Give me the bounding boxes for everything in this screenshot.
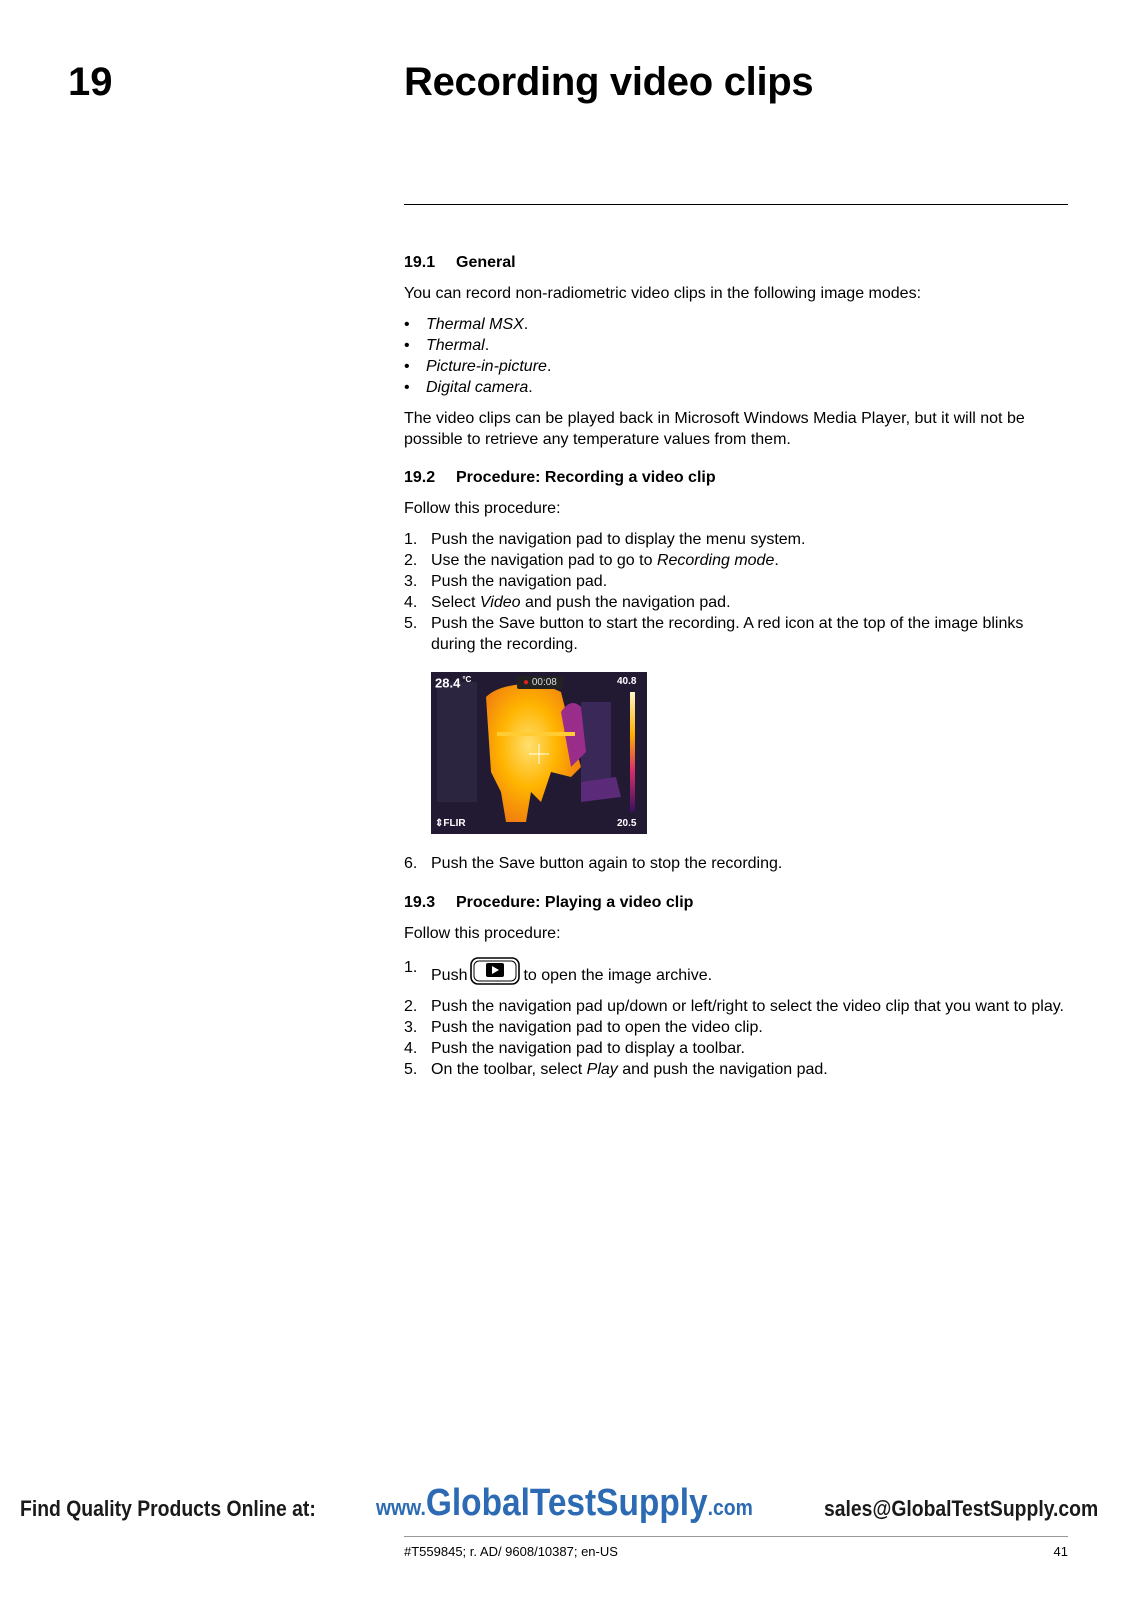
section-title: General	[456, 254, 516, 271]
playing-intro: Follow this procedure:	[404, 925, 561, 942]
list-item: • Picture-in-picture.	[404, 356, 551, 377]
list-item: 4. Push the navigation pad to display a toolbar.	[404, 1040, 745, 1057]
page-number: 41	[1053, 1544, 1068, 1559]
section-heading-general	[404, 253, 516, 273]
recording-steps	[404, 529, 1068, 655]
section-title: Procedure: Playing a video clip	[456, 894, 694, 911]
temperature-scale	[630, 692, 635, 812]
playing-steps	[404, 957, 1068, 1080]
title-divider	[404, 204, 1068, 205]
chapter-title: Recording video clips	[404, 60, 814, 104]
list-item: 5. On the toolbar, select Play and push the navigation pad.	[404, 1061, 828, 1078]
list-item: 1. Push the navigation pad to display the menu system.	[404, 531, 806, 548]
general-intro: You can record non-radiometric video clips in the following image modes:	[404, 285, 922, 302]
image-mode-list	[404, 314, 551, 398]
section-number: 19.2	[404, 469, 436, 486]
list-item: 1. Push to open the image archive.	[404, 959, 713, 984]
recording-intro: Follow this procedure:	[404, 500, 561, 517]
list-item: 2. Push the navigation pad up/down or left/right to select the video clip that you want to play.	[404, 998, 1064, 1015]
flir-logo: ⇕FLIR	[435, 818, 466, 829]
section-heading-playing	[404, 893, 693, 913]
list-item: 3. Push the navigation pad.	[404, 573, 608, 590]
section-title: Procedure: Recording a video clip	[456, 469, 716, 486]
recording-indicator: ● 00:08	[517, 676, 563, 689]
list-item: 5. Push the Save button to start the recording. A red icon at the top of the image blinks during the recording.	[404, 615, 1024, 653]
footer-website-link[interactable]: www.GlobalTestSupply.com	[376, 1482, 753, 1524]
section-heading-recording	[404, 468, 716, 488]
scale-min: 20.5	[617, 818, 637, 829]
footer-divider	[404, 1536, 1068, 1537]
footer-tagline: Find Quality Products Online at:	[20, 1496, 316, 1521]
list-item: 2. Use the navigation pad to go to Recording mode.	[404, 552, 779, 569]
thermal-image	[431, 672, 647, 834]
section-number: 19.3	[404, 894, 436, 911]
list-item: 6. Push the Save button again to stop the recording.	[404, 855, 783, 872]
list-item: 4. Select Video and push the navigation pad.	[404, 594, 731, 611]
recording-steps-cont	[404, 853, 1068, 874]
list-item: 3. Push the navigation pad to open the video clip.	[404, 1019, 763, 1036]
playback-note: The video clips can be played back in Microsoft Windows Media Player, but it will not be possible to retrieve any temperature values from them.	[404, 410, 1025, 448]
document-reference: #T559845; r. AD/ 9608/10387; en-US	[404, 1544, 618, 1559]
list-item: • Thermal.	[404, 335, 551, 356]
list-item: • Digital camera.	[404, 377, 551, 398]
spot-temperature: 28.4 $^{^\circ C}$	[435, 675, 472, 691]
footer-email-link[interactable]: sales@GlobalTestSupply.com	[824, 1496, 1099, 1521]
image-archive-button-icon	[470, 957, 520, 985]
list-item: • Thermal MSX.	[404, 314, 551, 335]
chapter-number: 19	[68, 60, 113, 104]
section-number: 19.1	[404, 254, 436, 271]
scale-max: 40.8	[617, 676, 637, 687]
record-dot-icon: ●	[523, 677, 530, 688]
